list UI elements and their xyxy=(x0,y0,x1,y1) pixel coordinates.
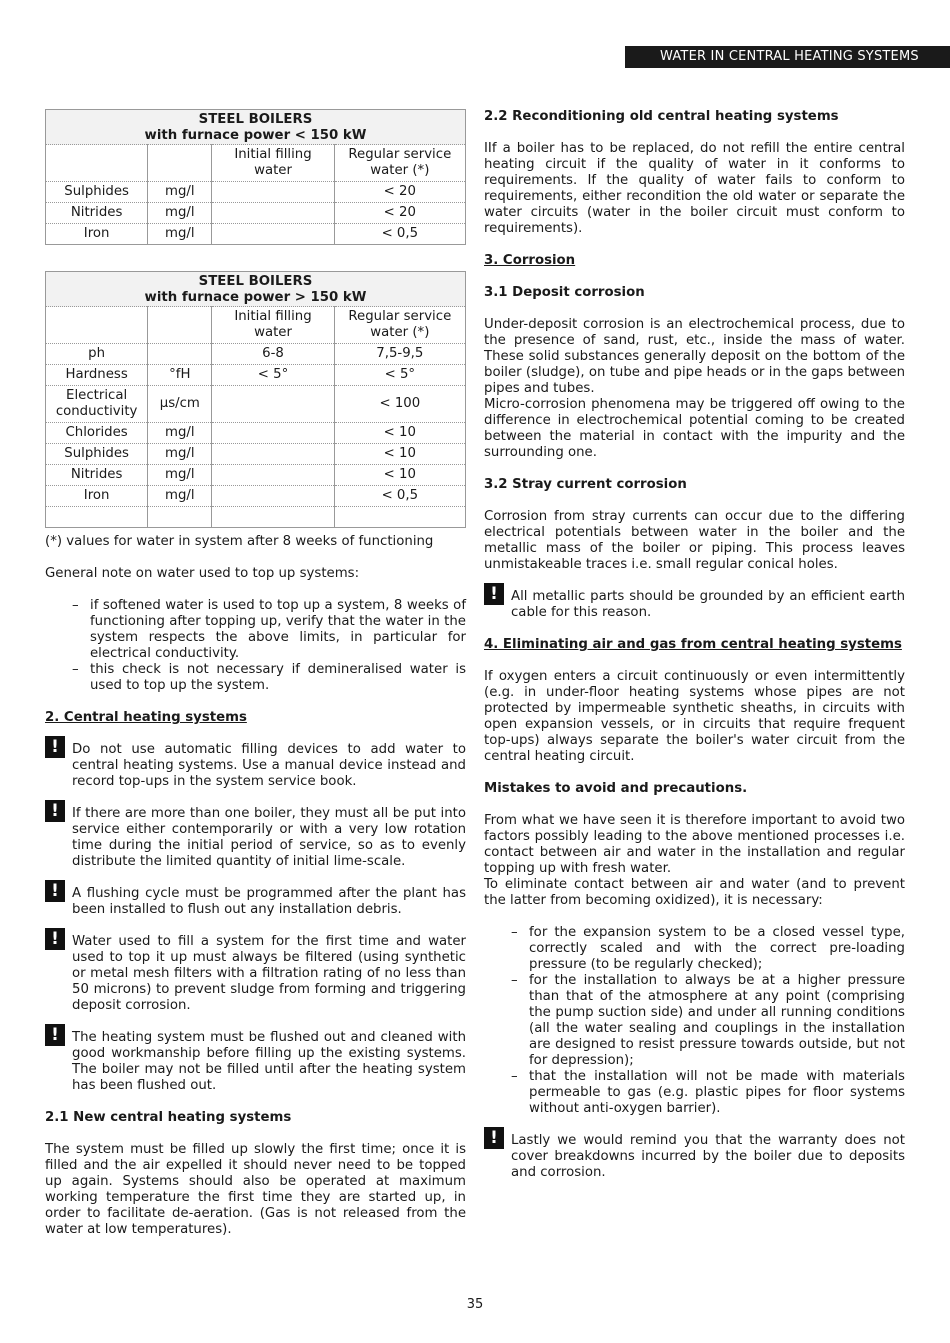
table-title-line1: STEEL BOILERS xyxy=(198,274,313,289)
table-row xyxy=(46,423,466,444)
warning-note xyxy=(484,1128,905,1181)
page-number: 35 xyxy=(466,1297,484,1312)
warning-note xyxy=(45,801,466,870)
table-header-blank xyxy=(46,307,148,344)
initial-cell xyxy=(212,203,334,224)
table-header-blank xyxy=(148,307,212,344)
regular-cell: < 0,5 xyxy=(334,224,465,245)
column-header-regular: Regular service water (*) xyxy=(334,145,465,182)
regular-cell: < 100 xyxy=(334,386,465,423)
section-title: WATER IN CENTRAL HEATING SYSTEMS xyxy=(660,49,919,64)
warning-note xyxy=(45,881,466,918)
mistakes-text: From what we have seen it is therefore important to avoid two factors possibly leading to the above mentioned processes i.e. contact between air and water in the installation and regular topping up with fresh water. xyxy=(484,813,905,876)
list-dash: – xyxy=(511,925,518,940)
regular-cell: 7,5-9,5 xyxy=(334,344,465,365)
table-row xyxy=(46,344,466,365)
param-cell: Iron xyxy=(46,224,148,245)
table-footnote: (*) values for water in system after 8 weeks of functioning xyxy=(45,534,434,549)
table-row xyxy=(46,365,466,386)
param-cell: ph xyxy=(46,344,148,365)
warning-icon: ! xyxy=(45,1024,65,1046)
warning-icon: ! xyxy=(45,880,65,902)
section-2-1-text: The system must be filled up slowly the first time; once it is filled and the air expelled it should never need to be topped up again. Systems should also be operated at maximum working temperature the first time they are started up, in order to facilitate de-aeration. (Gas is not released from the water at low temperatures). xyxy=(45,1142,466,1237)
table-title-line2: with furnace power > 150 kW xyxy=(144,290,367,305)
warning-text: Lastly we would remind you that the warranty does not cover breakdowns incurred by the boiler due to deposits and corrosion. xyxy=(511,1133,905,1180)
table-row xyxy=(46,224,466,245)
initial-cell xyxy=(212,224,334,245)
note-list xyxy=(45,598,466,694)
general-note: General note on water used to top up systems: xyxy=(45,566,360,581)
regular-cell: < 10 xyxy=(334,444,465,465)
unit-cell: mg/l xyxy=(148,423,212,444)
initial-cell xyxy=(212,465,334,486)
column-header-initial: Initial filling water xyxy=(212,145,334,182)
section-2-2-heading: 2.2 Reconditioning old central heating systems xyxy=(484,109,839,124)
column-header-regular: Regular service water (*) xyxy=(334,307,465,344)
initial-cell: 6-8 xyxy=(212,344,334,365)
warning-text: A flushing cycle must be programmed after the plant has been installed to flush out any installation debris. xyxy=(72,886,466,917)
table-row xyxy=(46,486,466,507)
unit-cell: mg/l xyxy=(148,203,212,224)
warning-text: Water used to fill a system for the first time and water used to top it up must always be filtered (using synthetic or metal mesh filters with a filtration rating of no less than 50 microns) to prevent sludge from forming and triggering deposit corrosion. xyxy=(72,934,466,1013)
table-row xyxy=(46,444,466,465)
list-item: – that the installation will not be made with materials permeable to gas (e.g. plastic pipes for floor systems without anti-oxygen barrier). xyxy=(511,1069,905,1116)
list-dash: – xyxy=(72,598,79,613)
unit-cell: µs/cm xyxy=(148,386,212,423)
spec-table-over-150kw xyxy=(45,271,466,528)
section-3-1-text: Micro-corrosion phenomena may be triggered off owing to the difference in electrochemical potential coming to be created between the material in contact with the impurity and the surrounding one. xyxy=(484,397,905,460)
warning-icon: ! xyxy=(45,800,65,822)
list-dash: – xyxy=(72,662,79,677)
warning-text: The heating system must be flushed out and cleaned with good workmanship before filling up the existing systems. The boiler may not be filled until after the heating system has been flushed out. xyxy=(72,1030,466,1093)
initial-cell xyxy=(212,486,334,507)
section-2-heading: 2. Central heating systems xyxy=(45,710,247,725)
list-dash: – xyxy=(511,973,518,988)
warning-text: Do not use automatic filling devices to add water to central heating systems. Use a manual device instead and record top-ups in the system service book. xyxy=(72,742,466,789)
section-4-heading: 4. Eliminating air and gas from central heating systems xyxy=(484,637,902,652)
regular-cell: < 5° xyxy=(334,365,465,386)
table-title xyxy=(46,110,466,145)
unit-cell: mg/l xyxy=(148,182,212,203)
unit-cell: mg/l xyxy=(148,465,212,486)
param-cell: Nitrides xyxy=(46,203,148,224)
column-header-initial: Initial filling water xyxy=(212,307,334,344)
section-3-1-text: Under-deposit corrosion is an electrochemical process, due to the presence of sand, rust, etc., inside the mass of water. These solid substances generally deposit on the bottom of the boiler (sludge), on tube and pipe heads or in the gaps between pipes and tubes. xyxy=(484,317,905,396)
precaution-list xyxy=(484,925,905,1117)
param-cell: Sulphides xyxy=(46,182,148,203)
warning-icon: ! xyxy=(45,928,65,950)
param-cell: Iron xyxy=(46,486,148,507)
initial-cell xyxy=(212,182,334,203)
unit-cell xyxy=(148,344,212,365)
list-item: – this check is not necessary if demineralised water is used to top up the system. xyxy=(72,662,466,693)
table-row xyxy=(46,182,466,203)
mistakes-text: To eliminate contact between air and water (and to prevent the latter from becoming oxidized), it is necessary: xyxy=(484,877,905,908)
section-2-1-heading: 2.1 New central heating systems xyxy=(45,1110,292,1125)
warning-note xyxy=(45,737,466,790)
regular-cell: < 10 xyxy=(334,423,465,444)
param-cell: Electrical conductivity xyxy=(46,386,148,423)
mistakes-heading: Mistakes to avoid and precautions. xyxy=(484,781,748,796)
unit-cell: °fH xyxy=(148,365,212,386)
initial-cell xyxy=(212,444,334,465)
table-header-blank xyxy=(46,145,148,182)
table-title xyxy=(46,272,466,307)
section-header-bar xyxy=(625,46,950,68)
regular-cell: < 10 xyxy=(334,465,465,486)
param-cell: Sulphides xyxy=(46,444,148,465)
spec-table-under-150kw xyxy=(45,109,466,245)
section-2-2-text: IIf a boiler has to be replaced, do not refill the entire central heating circuit if the quality of water in it conforms to requirements. If the quality of water fails to conform to requirements, either recondition the old water or separate the water circuits (water in the boiler circuit must conform to requirements). xyxy=(484,141,905,236)
param-cell: Nitrides xyxy=(46,465,148,486)
table-row xyxy=(46,465,466,486)
section-3-2-heading: 3.2 Stray current corrosion xyxy=(484,477,687,492)
warning-note xyxy=(45,1025,466,1094)
regular-cell: < 20 xyxy=(334,182,465,203)
warning-note xyxy=(45,929,466,1014)
table-title-line2: with furnace power < 150 kW xyxy=(144,128,367,143)
list-dash: – xyxy=(511,1069,518,1084)
warning-icon: ! xyxy=(45,736,65,758)
table-row xyxy=(46,203,466,224)
unit-cell: mg/l xyxy=(148,444,212,465)
table-title-line1: STEEL BOILERS xyxy=(198,112,313,127)
table-header-blank xyxy=(148,145,212,182)
warning-text: If there are more than one boiler, they must all be put into service either contemporarily or with a very low rotation time during the initial period of service, so as to evenly distribute the limited quantity of initial lime-scale. xyxy=(72,806,466,869)
initial-cell xyxy=(212,423,334,444)
unit-cell: mg/l xyxy=(148,486,212,507)
param-cell: Hardness xyxy=(46,365,148,386)
warning-text: All metallic parts should be grounded by an efficient earth cable for this reason. xyxy=(511,589,905,620)
table-row xyxy=(46,386,466,423)
warning-note xyxy=(484,584,905,621)
list-item: – for the installation to always be at a higher pressure than that of the atmosphere at any point (comprising the pump suction side) and under all running conditions (all the water sealing and couplings in the installation are designed to resist pressure towards outside, but not for depression); xyxy=(511,973,905,1068)
left-column xyxy=(45,109,466,1238)
regular-cell: < 0,5 xyxy=(334,486,465,507)
param-cell: Chlorides xyxy=(46,423,148,444)
right-column xyxy=(484,109,905,1181)
unit-cell: mg/l xyxy=(148,224,212,245)
warning-icon: ! xyxy=(484,583,504,605)
regular-cell: < 20 xyxy=(334,203,465,224)
section-3-2-text: Corrosion from stray currents can occur due to the differing electrical potentials between water in the boiler and the metallic mass of the boiler or piping. This process leaves unmistakeable traces i.e. small regular conical holes. xyxy=(484,509,905,572)
initial-cell: < 5° xyxy=(212,365,334,386)
initial-cell xyxy=(212,386,334,423)
section-4-text: If oxygen enters a circuit continuously or even intermittently (e.g. in under-floor heating systems whose pipes are not protected by impermeable synthetic sheaths, in circuits with open expansion vessels, or in circuits that require frequent top-ups) always separate the boiler's water circuit from the central heating circuit. xyxy=(484,669,905,764)
warning-icon: ! xyxy=(484,1127,504,1149)
table-row-empty xyxy=(46,507,466,528)
section-3-heading: 3. Corrosion xyxy=(484,253,576,268)
list-item: – if softened water is used to top up a system, 8 weeks of functioning after topping up, verify that the water in the system respects the above limits, in particular for electrical conductivity. xyxy=(72,598,466,661)
section-3-1-heading: 3.1 Deposit corrosion xyxy=(484,285,645,300)
list-item: – for the expansion system to be a closed vessel type, correctly scaled and with the correct pre-loading pressure (to be regularly checked); xyxy=(511,925,905,972)
